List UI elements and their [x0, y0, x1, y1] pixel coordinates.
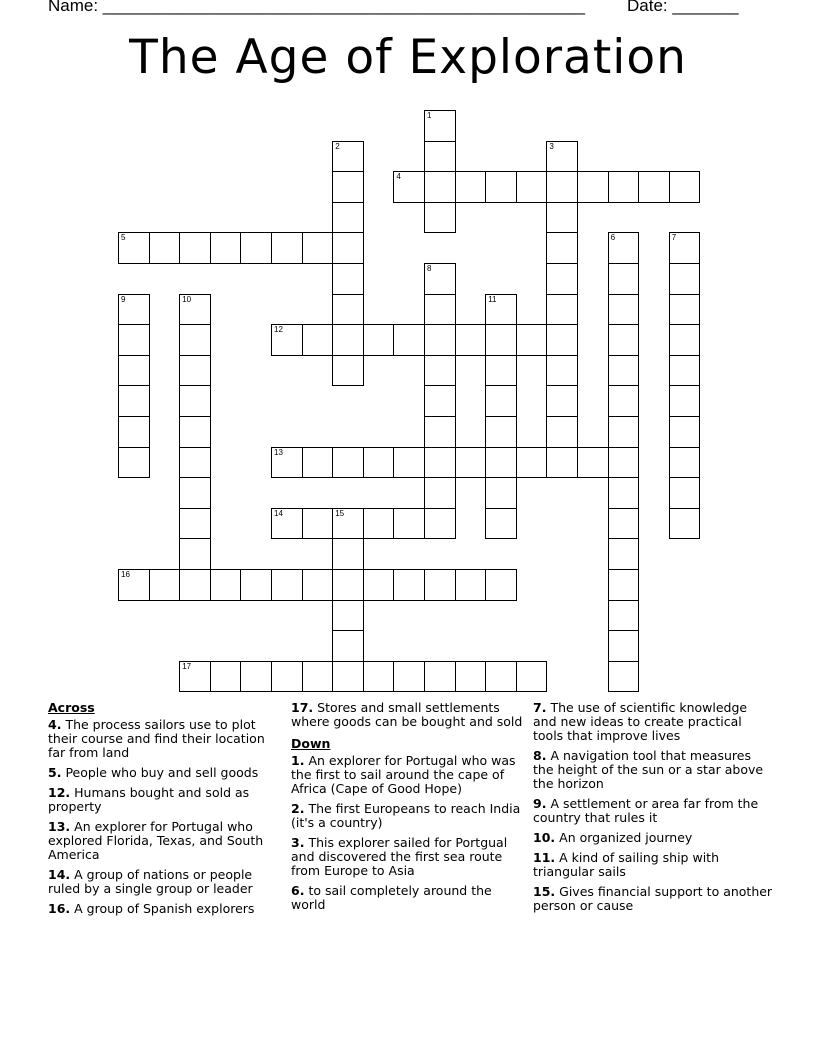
grid-cell[interactable]: [608, 508, 640, 540]
grid-cell[interactable]: [546, 202, 578, 234]
grid-cell[interactable]: [577, 447, 609, 479]
clue-number: 15: [335, 508, 345, 518]
grid-cell[interactable]: [179, 508, 211, 540]
grid-cell[interactable]: [485, 294, 517, 326]
clue-down-7: 7. The use of scientific knowledge and new ideas to create practical tools that improve lives: [533, 700, 748, 743]
grid-cell[interactable]: [363, 569, 395, 601]
grid-cell[interactable]: [332, 447, 364, 479]
grid-cell[interactable]: [424, 355, 456, 387]
grid-cell[interactable]: [608, 263, 640, 295]
grid-cell[interactable]: [546, 294, 578, 326]
grid-cell[interactable]: [608, 600, 640, 632]
grid-cell[interactable]: [179, 477, 211, 509]
grid-cell[interactable]: [240, 569, 272, 601]
grid-cell[interactable]: [485, 477, 517, 509]
grid-cell[interactable]: [455, 661, 487, 693]
clues-column-3: [533, 701, 773, 919]
clue-number: 10: [182, 294, 192, 304]
grid-cell[interactable]: [424, 294, 456, 326]
grid-cell[interactable]: [485, 416, 517, 448]
grid-cell[interactable]: [179, 416, 211, 448]
grid-cell[interactable]: [516, 447, 548, 479]
clue-number: 11: [488, 294, 497, 304]
grid-cell[interactable]: [210, 232, 242, 264]
clue-across-12: 12. Humans bought and sold as property: [48, 785, 250, 814]
grid-cell[interactable]: [332, 569, 364, 601]
grid-cell[interactable]: [608, 171, 640, 203]
grid-cell[interactable]: [546, 447, 578, 479]
grid-cell[interactable]: [332, 630, 364, 662]
grid-cell[interactable]: [118, 447, 150, 479]
grid-cell[interactable]: [485, 324, 517, 356]
grid-cell[interactable]: [179, 569, 211, 601]
grid-cell[interactable]: [118, 294, 150, 326]
grid-cell[interactable]: [485, 355, 517, 387]
grid-cell[interactable]: [332, 232, 364, 264]
grid-cell[interactable]: [424, 202, 456, 234]
grid-cell[interactable]: [424, 661, 456, 693]
grid-cell[interactable]: [179, 661, 211, 693]
grid-cell[interactable]: [485, 508, 517, 540]
grid-cell[interactable]: [608, 477, 640, 509]
grid-cell[interactable]: [332, 294, 364, 326]
grid-cell[interactable]: [149, 232, 181, 264]
grid-cell[interactable]: [332, 202, 364, 234]
grid-cell[interactable]: [608, 630, 640, 662]
clue-across-16: 16. A group of Spanish explorers: [48, 901, 255, 916]
grid-cell[interactable]: [424, 569, 456, 601]
clue-down-9: 9. A settlement or area far from the country that rules it: [533, 796, 759, 825]
grid-cell[interactable]: [179, 385, 211, 417]
grid-cell[interactable]: [363, 447, 395, 479]
clue-across-5: 5. People who buy and sell goods: [48, 765, 259, 780]
grid-cell[interactable]: [485, 661, 517, 693]
grid-cell[interactable]: [302, 508, 334, 540]
grid-cell[interactable]: [546, 324, 578, 356]
grid-cell[interactable]: [393, 171, 425, 203]
clue-across-14: 14. A group of nations or people ruled by a single group or leader: [48, 867, 253, 896]
grid-cell[interactable]: [424, 508, 456, 540]
grid-cell[interactable]: [424, 385, 456, 417]
grid-cell[interactable]: [179, 232, 211, 264]
clue-number: 6: [610, 233, 616, 243]
grid-cell[interactable]: [546, 355, 578, 387]
grid-cell[interactable]: [210, 661, 242, 693]
grid-cell[interactable]: [240, 661, 272, 693]
grid-cell[interactable]: [485, 385, 517, 417]
grid-cell[interactable]: [669, 263, 701, 295]
grid-cell[interactable]: [393, 447, 425, 479]
grid-cell[interactable]: [271, 324, 303, 356]
grid-cell[interactable]: [424, 447, 456, 479]
grid-cell[interactable]: [393, 324, 425, 356]
grid-cell[interactable]: [669, 477, 701, 509]
clue-down-6: 6. to sail completely around the world: [291, 883, 492, 912]
grid-cell[interactable]: [424, 110, 456, 142]
grid-cell[interactable]: [118, 232, 150, 264]
clue-number: 5: [121, 233, 126, 243]
clue-down-8: 8. A navigation tool that measures the height of the sun or a star above the horizon: [533, 748, 764, 791]
grid-cell[interactable]: [516, 324, 548, 356]
clue-across-17: 17. Stores and small settlements where goods can be bought and sold: [291, 700, 523, 729]
grid-cell[interactable]: [393, 661, 425, 693]
grid-cell[interactable]: [608, 232, 640, 264]
clue-across-13: 13. An explorer for Portugal who explored Florida, Texas, and South America: [48, 819, 264, 862]
grid-cell[interactable]: [485, 171, 517, 203]
clue-number: 17: [182, 661, 192, 671]
grid-cell[interactable]: [118, 569, 150, 601]
grid-cell[interactable]: [302, 232, 334, 264]
grid-cell[interactable]: [608, 385, 640, 417]
grid-cell[interactable]: [118, 355, 150, 387]
clue-number: 13: [274, 447, 283, 457]
grid-cell[interactable]: [332, 661, 364, 693]
grid-cell[interactable]: [424, 477, 456, 509]
grid-cell[interactable]: [302, 569, 334, 601]
grid-cell[interactable]: [363, 324, 395, 356]
clues-column-2: [291, 701, 523, 918]
grid-cell[interactable]: [363, 661, 395, 693]
grid-cell[interactable]: [424, 263, 456, 295]
grid-cell[interactable]: [302, 324, 334, 356]
clue-number: 7: [671, 233, 677, 243]
grid-cell[interactable]: [455, 324, 487, 356]
grid-cell[interactable]: [118, 416, 150, 448]
grid-cell[interactable]: [149, 569, 181, 601]
clue-number: 12: [274, 325, 283, 335]
grid-cell[interactable]: [332, 263, 364, 295]
clue-number: 4: [396, 172, 401, 182]
grid-cell[interactable]: [332, 141, 364, 173]
grid-cell[interactable]: [608, 569, 640, 601]
grid-cell[interactable]: [179, 447, 211, 479]
grid-cell[interactable]: [363, 508, 395, 540]
grid-cell[interactable]: [546, 171, 578, 203]
clue-down-11: 11. A kind of sailing ship with triangular sails: [533, 850, 719, 879]
grid-cell[interactable]: [577, 171, 609, 203]
grid-cell[interactable]: [516, 171, 548, 203]
grid-cell[interactable]: [424, 171, 456, 203]
grid-cell[interactable]: [608, 294, 640, 326]
name-field[interactable]: Name: ___________________________________________________: [48, 0, 585, 15]
grid-cell[interactable]: [546, 416, 578, 448]
grid-cell[interactable]: [302, 661, 334, 693]
grid-cell[interactable]: [332, 171, 364, 203]
grid-cell[interactable]: [271, 569, 303, 601]
grid-cell[interactable]: [332, 600, 364, 632]
grid-cell[interactable]: [546, 232, 578, 264]
down-heading: Down: [291, 736, 331, 751]
grid-cell[interactable]: [485, 569, 517, 601]
grid-cell[interactable]: [669, 324, 701, 356]
clue-number: 14: [274, 508, 283, 518]
grid-cell[interactable]: [516, 661, 548, 693]
clue-number: 16: [121, 570, 130, 579]
grid-cell[interactable]: [608, 416, 640, 448]
grid-cell[interactable]: [424, 141, 456, 173]
grid-cell[interactable]: [669, 171, 701, 203]
grid-cell[interactable]: [271, 661, 303, 693]
grid-cell[interactable]: [271, 232, 303, 264]
grid-cell[interactable]: [455, 569, 487, 601]
grid-cell[interactable]: [302, 447, 334, 479]
page-title: The Age of Exploration: [129, 30, 687, 85]
grid-cell[interactable]: [669, 385, 701, 417]
grid-cell[interactable]: [669, 355, 701, 387]
grid-cell[interactable]: [179, 538, 211, 570]
grid-cell[interactable]: [608, 661, 640, 693]
clue-number: 2: [335, 141, 340, 151]
grid-cell[interactable]: [638, 171, 670, 203]
clue-across-4: 4. The process sailors use to plot their course and find their location far from land: [48, 717, 265, 760]
grid-cell[interactable]: [455, 171, 487, 203]
date-field[interactable]: Date: _______: [627, 0, 739, 15]
grid-cell[interactable]: [393, 508, 425, 540]
grid-cell[interactable]: [332, 508, 364, 540]
clue-number: 1: [427, 111, 432, 120]
grid-cell[interactable]: [669, 232, 701, 264]
grid-cell[interactable]: [608, 355, 640, 387]
grid-cell[interactable]: [608, 538, 640, 570]
grid-cell[interactable]: [393, 569, 425, 601]
grid-cell[interactable]: [118, 324, 150, 356]
grid-cell[interactable]: [271, 508, 303, 540]
grid-cell[interactable]: [179, 294, 211, 326]
grid-cell[interactable]: [669, 294, 701, 326]
grid-cell[interactable]: [179, 355, 211, 387]
across-heading: Across: [48, 700, 95, 715]
grid-cell[interactable]: [179, 324, 211, 356]
clue-down-10: 10. An organized journey: [533, 830, 693, 845]
grid-cell[interactable]: [240, 232, 272, 264]
grid-cell[interactable]: [608, 447, 640, 479]
grid-cell[interactable]: [455, 447, 487, 479]
grid-cell[interactable]: [669, 416, 701, 448]
grid-cell[interactable]: [546, 141, 578, 173]
grid-cell[interactable]: [424, 416, 456, 448]
clue-down-15: 15. Gives financial support to another person or cause: [533, 884, 773, 913]
clues-column-1: [48, 701, 284, 922]
grid-cell[interactable]: [332, 355, 364, 387]
grid-cell[interactable]: [332, 538, 364, 570]
clue-down-1: 1. An explorer for Portugal who was the first to sail around the cape of Africa (Cape of Good Hope): [291, 753, 516, 796]
grid-cell[interactable]: [118, 385, 150, 417]
clue-down-3: 3. This explorer sailed for Portgual and discovered the first sea route from Europe to Asia: [291, 835, 508, 878]
grid-cell[interactable]: [424, 324, 456, 356]
grid-cell[interactable]: [546, 263, 578, 295]
grid-cell[interactable]: [210, 569, 242, 601]
grid-cell[interactable]: [485, 447, 517, 479]
clue-number: 8: [427, 264, 432, 273]
grid-cell[interactable]: [332, 324, 364, 356]
clue-number: 9: [121, 294, 126, 304]
grid-cell[interactable]: [546, 385, 578, 417]
clue-down-2: 2. The first Europeans to reach India (it's a country): [291, 801, 521, 830]
clue-number: 3: [549, 141, 554, 151]
grid-cell[interactable]: [608, 324, 640, 356]
grid-cell[interactable]: [271, 447, 303, 479]
grid-cell[interactable]: [669, 508, 701, 540]
grid-cell[interactable]: [669, 447, 701, 479]
